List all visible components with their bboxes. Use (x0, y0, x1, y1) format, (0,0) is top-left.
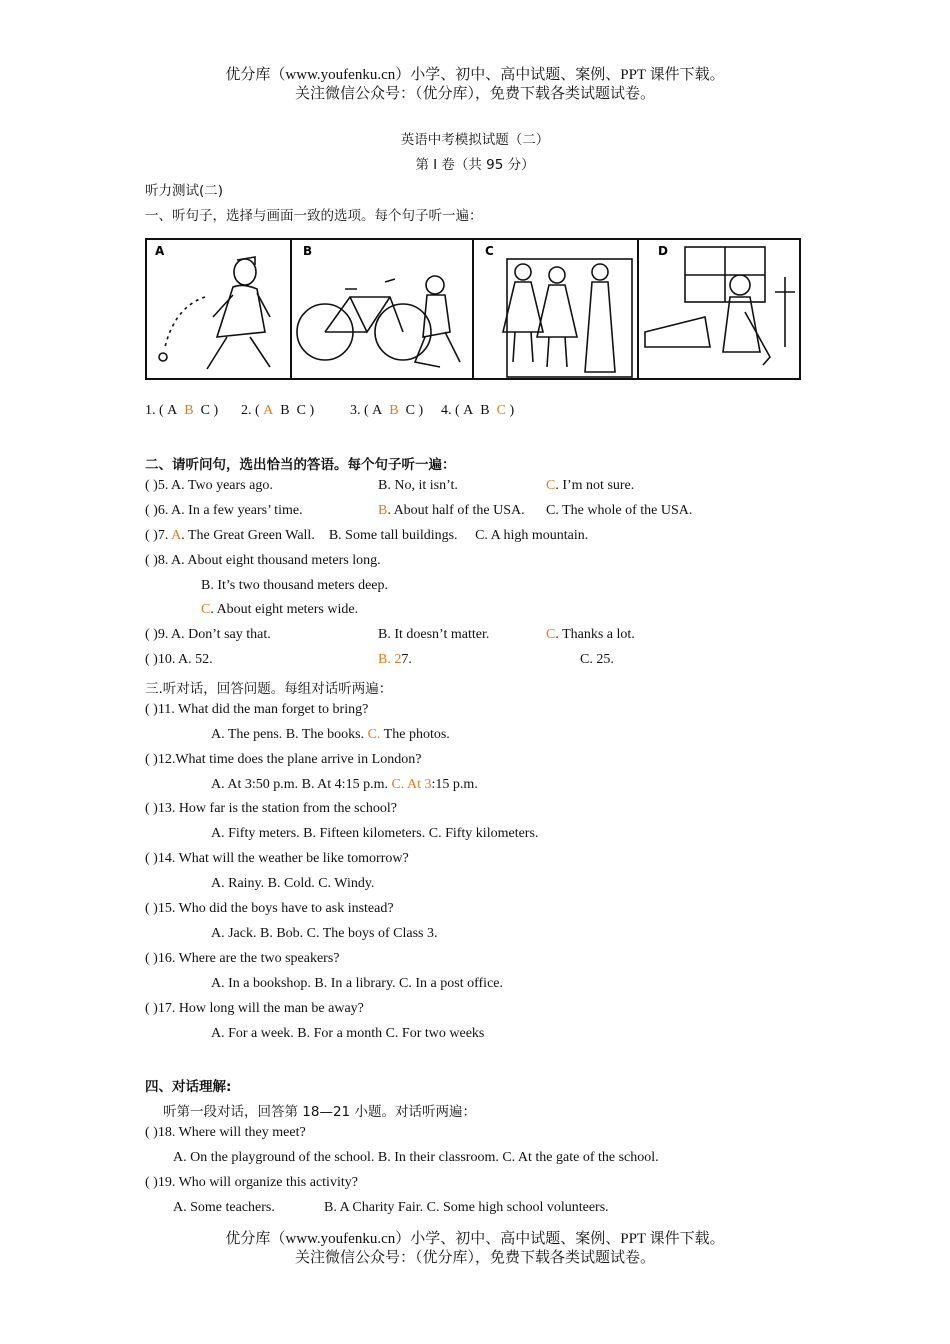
part3-heading: 三.听对话，回答问题。每组对话听两遍： (145, 681, 393, 697)
q18-options: A. On the playground of the school. B. In their classroom. C. At the gate of the school. (173, 1150, 659, 1165)
q5-lead: ( )5. A. Two years ago. (145, 478, 273, 493)
q19-option-a: A. Some teachers. (173, 1200, 275, 1215)
header-line-2: 关注微信公众号：（优分库），免费下载各类试题试卷。 (294, 86, 655, 102)
section-listening: 听力测试(二) (145, 183, 224, 199)
q15-options: A. Jack. B. Bob. C. The boys of Class 3. (211, 926, 438, 941)
q17-question: ( )17. How long will the man be away? (145, 1001, 364, 1016)
q7-line: ( )7. A. The Great Green Wall. B. Some tall buildings. C. A high mountain. (145, 528, 589, 543)
q10-option-c: C. 25. (580, 652, 614, 667)
q6-lead: ( )6. A. In a few years’ time. (145, 503, 303, 518)
q9-lead: ( )9. A. Don’t say that. (145, 627, 271, 642)
q11-options: A. The pens. B. The books. C. The photos. (211, 727, 450, 742)
part4-heading: 四、对话理解: (145, 1079, 232, 1095)
answer-4: 4. ( A B C ) (441, 403, 515, 418)
page-title: 英语中考模拟试题（二） (400, 132, 550, 148)
q11-question: ( )11. What did the man forget to bring? (145, 702, 369, 717)
q14-options: A. Rainy. B. Cold. C. Windy. (211, 876, 375, 891)
q5-option-b: B. No, it isn’t. (378, 478, 458, 493)
part1-heading: 一、听句子，选择与画面一致的选项。每个句子听一遍： (145, 208, 483, 224)
picture-d-room (645, 247, 795, 365)
q15-question: ( )15. Who did the boys have to ask instead? (145, 901, 394, 916)
q12-question: ( )12.What time does the plane arrive in London? (145, 752, 422, 767)
answer-2: 2. ( A B C ) (241, 403, 315, 418)
q13-options: A. Fifty meters. B. Fifteen kilometers. C. Fifty kilometers. (211, 826, 539, 841)
picture-a-walking-man (159, 257, 270, 369)
q19-question: ( )19. Who will organize this activity? (145, 1175, 358, 1190)
footer-line-1: 优分库（www.youfenku.cn）小学、初中、高中试题、案例、PPT 课件下载。 (225, 1231, 725, 1247)
picture-label-d: D (658, 244, 668, 258)
q10-lead: ( )10. A. 52. (145, 652, 213, 667)
picture-label-b: B (303, 244, 313, 258)
q12-options: A. At 3:50 p.m. B. At 4:15 p.m. C. At 3:15 p.m. (211, 777, 478, 792)
picture-label-c: C (485, 244, 494, 258)
q14-question: ( )14. What will the weather be like tomorrow? (145, 851, 409, 866)
q13-question: ( )13. How far is the station from the school? (145, 801, 397, 816)
q8-lead: ( )8. A. About eight thousand meters long. (145, 553, 381, 568)
q6-option-c: C. The whole of the USA. (546, 503, 693, 518)
q9-option-b: B. It doesn’t matter. (378, 627, 490, 642)
part2-heading: 二、请听问句，选出恰当的答语。每个句子听一遍： (145, 457, 456, 473)
q16-options: A. In a bookshop. B. In a library. C. In a post office. (211, 976, 503, 991)
part4-intro: 听第一段对话，回答第 18—21 小题。对话听两遍： (163, 1104, 476, 1120)
header-line-1: 优分库（www.youfenku.cn）小学、初中、高中试题、案例、PPT 课件下载。 (225, 67, 725, 83)
q10-option-b: B. 27. (378, 652, 412, 667)
answer-3: 3. ( A B C ) (350, 403, 424, 418)
q19-options-bc: B. A Charity Fair. C. Some high school volunteers. (324, 1200, 609, 1215)
picture-b-bicycle (297, 276, 460, 367)
answer-1: 1. ( A B C ) (145, 403, 219, 418)
q16-question: ( )16. Where are the two speakers? (145, 951, 340, 966)
q18-question: ( )18. Where will they meet? (145, 1125, 306, 1140)
q8-option-c: C. About eight meters wide. (201, 602, 359, 617)
q9-option-c: C. Thanks a lot. (546, 627, 635, 642)
q6-option-b: B. About half of the USA. (378, 503, 525, 518)
listening-pictures (145, 237, 802, 381)
footer-line-2: 关注微信公众号：（优分库），免费下载各类试题试卷。 (294, 1250, 655, 1266)
page-subtitle: 第 I 卷（共 95 分） (415, 157, 535, 173)
q17-options: A. For a week. B. For a month C. For two weeks (211, 1026, 485, 1041)
picture-label-a: A (155, 244, 165, 258)
picture-c-girls (503, 259, 632, 377)
q8-option-b: B. It’s two thousand meters deep. (201, 578, 389, 593)
q5-option-c: C. I’m not sure. (546, 478, 635, 493)
